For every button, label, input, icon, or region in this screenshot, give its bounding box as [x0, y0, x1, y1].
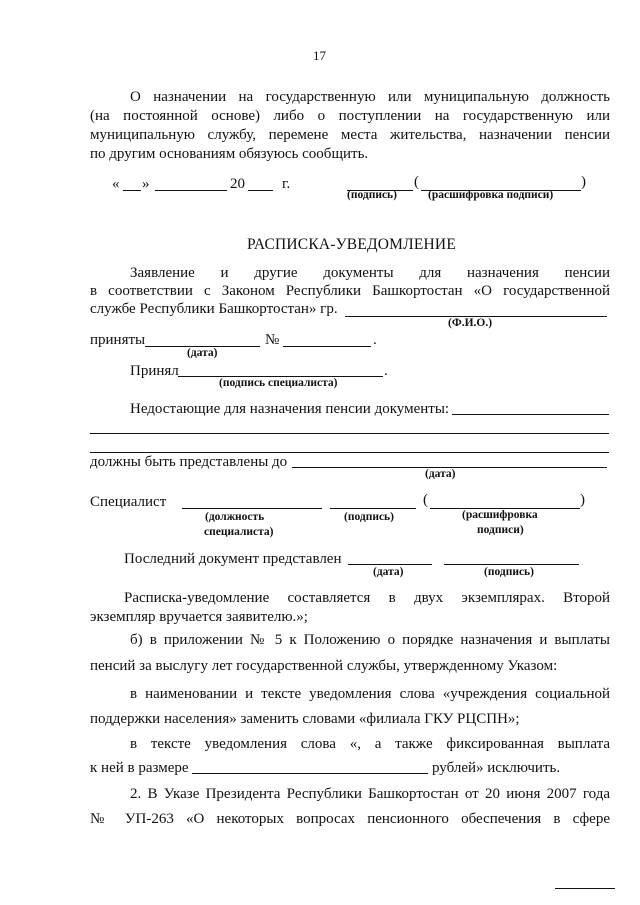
last-doc-sign-blank — [444, 564, 579, 565]
fio-caption: (Ф.И.О.) — [448, 317, 493, 329]
quote-close: » — [142, 176, 150, 192]
paragraph-2-line-2: № УП-263 «О некоторых вопросах пенсионного обеспечения в сфере — [90, 811, 610, 827]
year-blank — [248, 190, 273, 191]
amendment-b-line-2: пенсий за выслугу лет государственной службы, утвержденному Указом: — [90, 658, 558, 674]
accepted-date-caption: (дата) — [187, 347, 218, 359]
position-caption-1: (должность — [205, 511, 265, 523]
last-doc-sign-caption: (подпись) — [484, 566, 534, 578]
copies-line-1: Расписка-уведомление составляется в двух экземплярах. Второй — [124, 590, 610, 606]
intro-line-2: (на постоянной основе) либо о поступлении на государственную или — [90, 108, 610, 124]
missing-docs-blank-2 — [90, 433, 609, 434]
intro-line-4: по другим основаниям обязуюсь сообщить. — [90, 146, 369, 162]
received-period: . — [384, 363, 388, 379]
quote-open: « — [112, 176, 120, 192]
amendment-d-line-2-prefix: к ней в размере — [90, 760, 189, 776]
copies-line-2: экземпляр вручается заявителю.»; — [90, 609, 308, 625]
specialist-paren-close: ) — [580, 492, 585, 508]
amount-blank — [192, 773, 428, 774]
year-suffix: г. — [282, 176, 291, 192]
signature-caption: (подпись) — [347, 189, 397, 201]
accepted-number-blank — [283, 346, 371, 347]
last-doc-date-blank — [348, 564, 432, 565]
application-line-3: службе Республики Башкортостан» гр. — [90, 301, 338, 317]
position-blank — [182, 508, 322, 509]
paren-open: ( — [414, 174, 419, 190]
specialist-paren-open: ( — [423, 492, 428, 508]
page-number: 17 — [313, 48, 326, 63]
amendment-d-line-2-suffix: рублей» исключить. — [432, 760, 561, 776]
decode-caption-1: (расшифровка — [462, 509, 538, 521]
last-doc-label: Последний документ представлен — [124, 551, 342, 567]
accepted-period: . — [373, 332, 377, 348]
specialist-sign-blank — [330, 508, 416, 509]
decode-caption-2: подписи) — [477, 524, 524, 536]
receipt-title: РАСПИСКА-УВЕДОМЛЕНИЕ — [247, 236, 456, 253]
accepted-label: приняты — [90, 332, 146, 348]
day-blank — [123, 190, 141, 191]
missing-docs-label: Недостающие для назначения пенсии документы: — [130, 401, 450, 417]
must-submit-label: должны быть представлены до — [90, 454, 288, 470]
month-blank — [155, 190, 227, 191]
position-caption-2: специалиста) — [204, 526, 274, 538]
application-line-2: в соответствии с Законом Республики Башкортостан «О государственной — [90, 283, 610, 299]
year-prefix: 20 — [230, 176, 245, 192]
intro-line-3: муниципальную службу, перемене места жительства, назначении пенсии — [90, 127, 610, 143]
last-doc-date-caption: (дата) — [373, 566, 404, 578]
must-submit-date-caption: (дата) — [425, 468, 456, 480]
application-line-1: Заявление и другие документы для назначения пенсии — [130, 265, 610, 281]
amendment-d-line-1: в тексте уведомления слова «, а также фиксированная выплата — [130, 736, 610, 752]
decode-caption: (расшифровка подписи) — [428, 189, 554, 201]
paragraph-2-line-1: 2. В Указе Президента Республики Башкортостан от 20 июня 2007 года — [130, 786, 610, 802]
amendment-c-line-2: поддержки населения» заменить словами «филиала ГКУ РЦСПН»; — [90, 711, 520, 727]
received-by-label: Принял — [130, 363, 179, 379]
paren-close: ) — [581, 174, 586, 190]
footer-rule — [555, 888, 615, 889]
specialist-signature-caption: (подпись специалиста) — [219, 377, 338, 389]
intro-line-1: О назначении на государственную или муниципальную должность — [130, 89, 610, 105]
missing-docs-blank-1 — [452, 414, 609, 415]
amendment-c-line-1: в наименовании и тексте уведомления слова «учреждения социальной — [130, 686, 610, 702]
amendment-b-line-1: б) в приложении № 5 к Положению о порядке назначения и выплаты — [130, 632, 610, 648]
specialist-label: Специалист — [90, 494, 167, 510]
specialist-sign-caption: (подпись) — [344, 511, 394, 523]
number-sign: № — [265, 332, 280, 348]
